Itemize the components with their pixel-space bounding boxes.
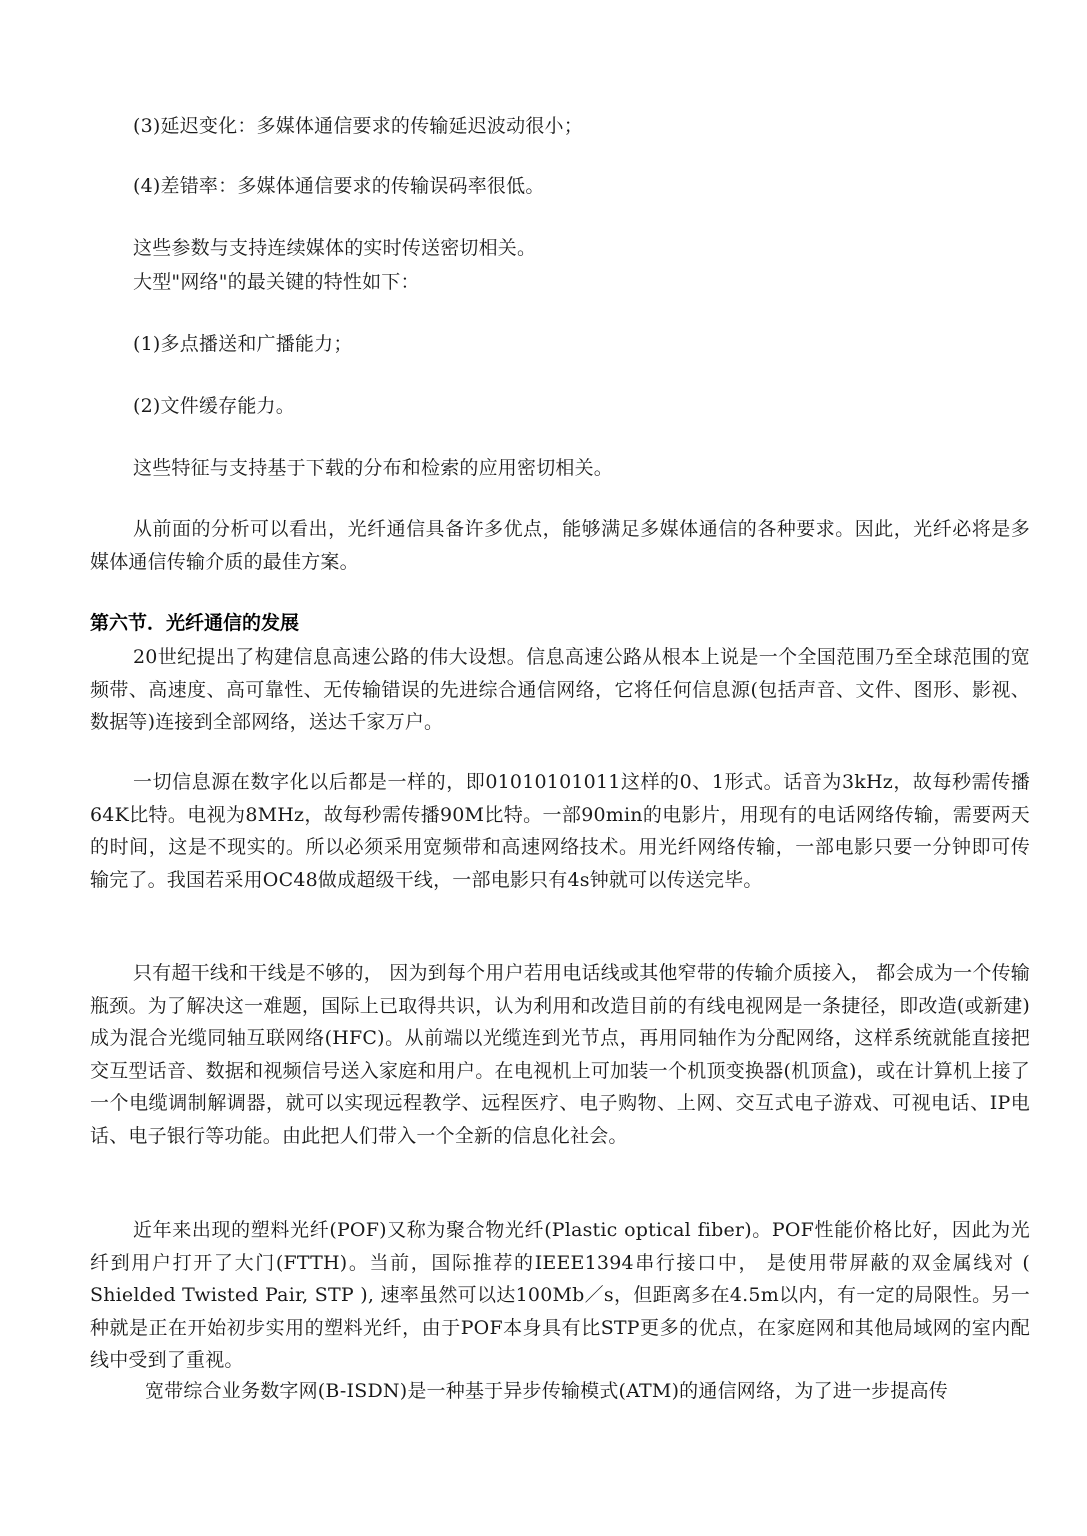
item-error-rate: (4)差错率：多媒体通信要求的传输误码率很低。	[133, 175, 545, 197]
item-multicast: (1)多点播送和广播能力；	[133, 333, 353, 355]
conclusion-paragraph: 从前面的分析可以看出，光纤通信具备许多优点，能够满足多媒体通信的各种要求。因此，光纤必将是多媒体通信传输介质的最佳方案。	[90, 518, 1030, 573]
paragraph-hfc: 只有超干线和干线是不够的， 因为到每个用户若用电话线或其他窄带的传输介质接入， 都会成为一个传输瓶颈。为了解决这一难题，国际上已取得共识，认为利用和改造目前的有线电视网是一条捷径，即改造(或新建)成为混合光缆同轴互联网络(HFC)。从前端以光缆连到光节点，再用同轴作为分配网络，这样系统就能直接把交互型话音、数据和视频信号送入家庭和用户。在电视机上可加装一个机顶变换器(机顶盒)，或在计算机上接了一个电缆调制解调器，就可以实现远程教学、远程医疗、电子购物、上网、交互式电子游戏、可视电话、IP电话、电子银行等功能。由此把人们带入一个全新的信息化社会。	[90, 962, 1030, 1147]
item-file-cache: (2)文件缓存能力。	[133, 395, 295, 417]
section-heading: 第六节．光纤通信的发展	[90, 612, 300, 634]
network-intro-text: 大型"网络"的最关键的特性如下：	[133, 271, 420, 293]
paragraph-pof: 近年来出现的塑料光纤(POF)又称为聚合物光纤(Plastic optical fiber)。POF性能价格比好，因此为光纤到用户打开了大门(FTTH)。当前，国际推荐的IEEE1394串行接口中， 是使用带屏蔽的双金属线对 ( Shielded Twisted Pair, STP ), 速率虽然可以达100Mb／s，但距离多在4.5m以内，有一定的局限性。另一种就是正在开始初步实用的塑料光纤，由于POF本身具有比STP更多的优点，在家庭网和其他局域网的室内配线中受到了重视。	[90, 1219, 1030, 1371]
features-relation-text: 这些特征与支持基于下载的分布和检索的应用密切相关。	[133, 457, 614, 479]
params-relation-text: 这些参数与支持连续媒体的实时传送密切相关。	[133, 237, 537, 259]
paragraph-digitization: 一切信息源在数字化以后都是一样的，即01010101011这样的0、1形式。话音为3kHz，故每秒需传播64K比特。电视为8MHz，故每秒需传播90M比特。一部90min的电影片，用现有的电话网络传输，需要两天的时间，这是不现实的。所以必须采用宽频带和高速网络技术。用光纤网络传输，一部电影只要一分钟即可传输完了。我国若采用OC48做成超级干线，一部电影只有4s钟就可以传送完毕。	[90, 771, 1030, 891]
item-delay-variation: (3)延迟变化：多媒体通信要求的传输延迟波动很小；	[133, 115, 583, 137]
paragraph-info-highway: 20世纪提出了构建信息高速公路的伟大设想。信息高速公路从根本上说是一个全国范围乃至全球范围的宽频带、高速度、高可靠性、无传输错误的先进综合通信网络，它将任何信息源(包括声音、文件、图形、影视、数据等)连接到全部网络，送达千家万户。	[90, 646, 1030, 733]
paragraph-bisdn: 宽带综合业务数字网(B-ISDN)是一种基于异步传输模式(ATM)的通信网络，为了进一步提高传	[145, 1380, 948, 1402]
